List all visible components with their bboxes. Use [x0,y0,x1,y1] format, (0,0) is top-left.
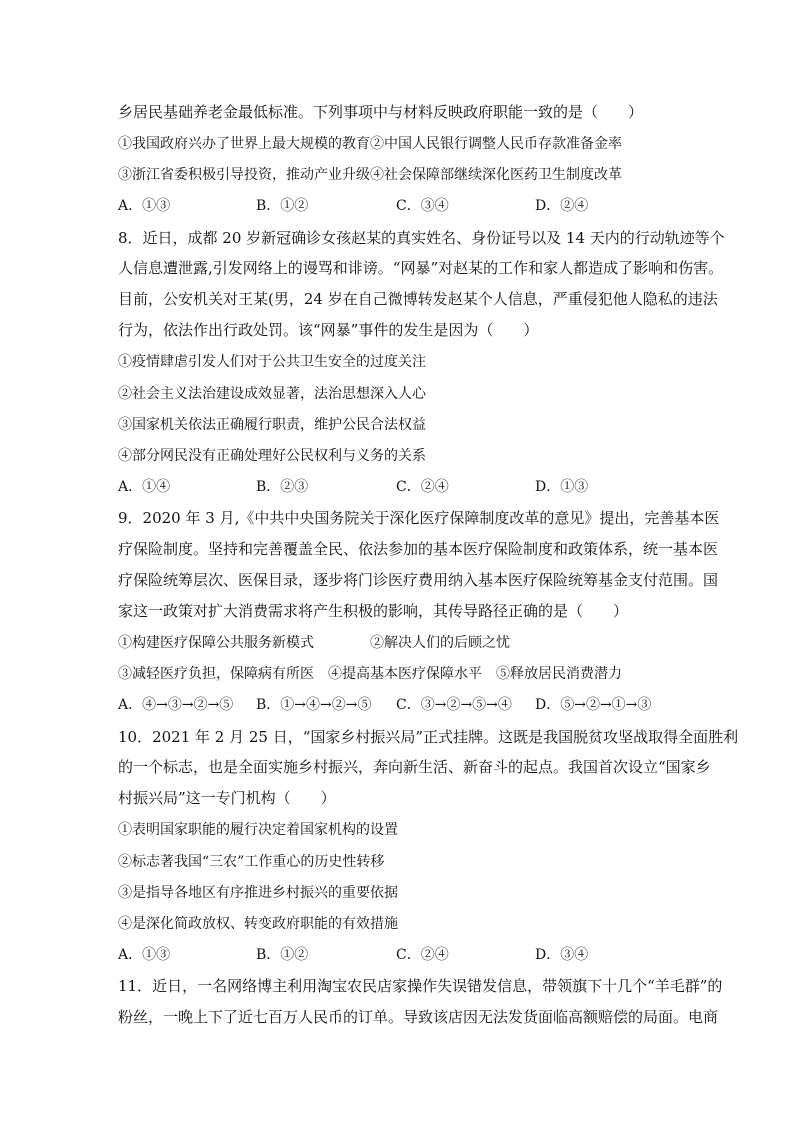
q10-item-line: ②标志著我国“三农”工作重心的历史性转移 [118,854,385,870]
q8-option-a: A．①④ [118,479,171,495]
q9-stem-line: 9．2020 年 3 月,《中共中央国务院关于深化医疗保障制度改革的意见》提出，完善基本医 [118,509,720,527]
q10-option-a: A．①③ [118,947,171,963]
q10-option-b: B．①② [256,947,309,963]
q7-options [118,196,678,216]
q9-item-line: ③减轻医疗负担，保障病有所医 ④提高基本医疗保障水平 ⑤释放居民消费潜力 [118,666,622,682]
q7-option-d: D．②④ [535,198,589,214]
q9-stem-line: 疗保险制度。坚持和完善覆盖全民、依法参加的基本医疗保险制度和政策体系，统一基本医 [118,540,719,558]
q8-option-b: B．②③ [256,479,309,495]
q10-stem-line: 的一个标志，也是全面实施乡村振兴，奔向新生活、新奋斗的起点。我国首次设立“国家乡 [118,758,711,776]
q10-item-line: ①表明国家职能的履行决定着国家机构的设置 [118,822,398,838]
q9-option-c: C．③→②→⑤→④ [396,697,512,713]
q7-item-line: ③浙江省委积极引导投资，推动产业升级④社会保障部继续深化医药卫生制度改革 [118,167,622,183]
q8-option-d: D．①③ [535,479,589,495]
q7-option-c: C．③④ [396,198,449,214]
q8-item-line: ③国家机关依法正确履行职责，维护公民合法权益 [118,417,426,433]
q10-item-line: ③是指导各地区有序推进乡村振兴的重要依据 [118,885,398,901]
q9-options [118,695,678,715]
q8-item-line: ④部分网民没有正确处理好公民权利与义务的关系 [118,448,426,464]
q8-item-line: ①疫情肆虐引发人们对于公共卫生安全的过度关注 [118,354,426,370]
q10-stem-line: 村振兴局”这一专门机构（ ） [118,789,336,807]
q7-item-line: ①我国政府兴办了世界上最大规模的教育②中国人民银行调整人民币存款准备金率 [118,136,622,152]
q9-option-b: B．①→④→②→⑤ [256,697,372,713]
q8-option-c: C．②④ [396,479,449,495]
q9-option-a: A．④→③→②→⑤ [118,697,234,713]
q10-option-d: D．③④ [535,947,589,963]
q10-stem-line: 10．2021 年 2 月 25 日，“国家乡村振兴局”正式挂牌。这既是我国脱贫攻坚战取得全面胜利 [118,728,739,746]
q8-stem-line: 行为，依法作出行政处罚。该“网暴”事件的发生是因为（ ） [118,321,539,339]
q9-option-d: D．⑤→②→①→③ [535,697,652,713]
q7-option-a: A．①③ [118,198,171,214]
q9-stem-line: 家这一政策对扩大消费需求将产生积极的影响，其传导路径正确的是（ ） [118,602,629,620]
q9-item-line: ①构建医疗保障公共服务新模式 ②解决人们的后顾之忧 [118,635,510,651]
q11-stem-line: 11．近日，一名网络博主利用淘宝农民店家操作失误错发信息，带领旗下十几个“羊毛群”的 [118,977,723,995]
q9-stem-line: 疗保险统筹层次、医保目录，逐步将门诊医疗费用纳入基本医疗保险统筹基金支付范围。国 [118,571,719,589]
q8-stem-line: 目前，公安机关对王某(男，24 岁在自己微博转发赵某个人信息，严重侵犯他人隐私的违法 [118,290,718,308]
q8-item-line: ②社会主义法治建设成效显著，法治思想深入人心 [118,386,426,402]
q11-stem-line: 粉丝，一晚上下了近七百万人民币的订单。导致该店因无法发货面临高额赔偿的局面。电商 [118,1008,719,1026]
q10-option-c: C．②④ [396,947,449,963]
q7-option-b: B．①② [256,198,309,214]
q7-stem-line: 乡居民基础养老金最低标准。下列事项中与材料反映政府职能一致的是（ ） [118,103,644,121]
q8-stem-line: 8．近日，成都 20 岁新冠确诊女孩赵某的真实姓名、身份证号以及 14 天内的行动轨迹等个 [118,229,725,247]
q8-options [118,477,678,497]
q10-options [118,945,678,965]
q10-item-line: ④是深化简政放权、转变政府职能的有效措施 [118,916,398,932]
q8-stem-line: 人信息遭泄露,引发网络上的谩骂和诽谤。“网暴”对赵某的工作和家人都造成了影响和伤害。 [118,259,724,277]
